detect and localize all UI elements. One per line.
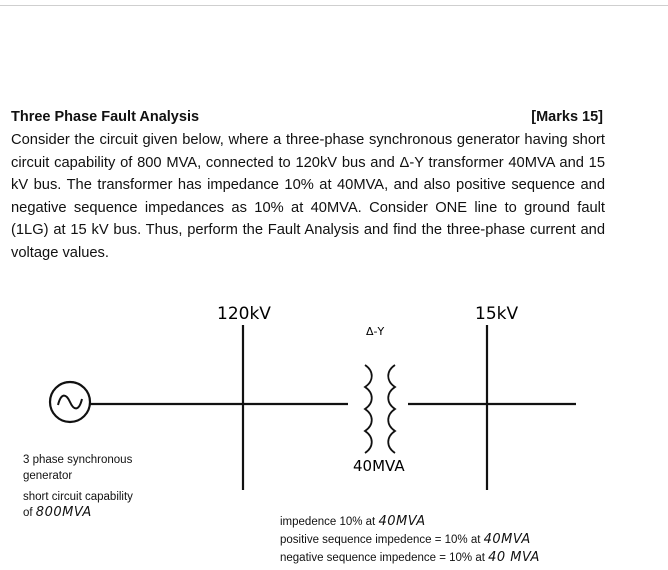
primary-winding [365, 365, 372, 453]
capability-prefix: short circuit capability [23, 491, 133, 503]
transformer-rating-label: 40MVA [353, 457, 405, 475]
impedance-note-text: impedence 10% at [280, 516, 376, 528]
positive-sequence-text: positive sequence impedence = 10% at [280, 534, 481, 546]
bus2-label: 15kV [475, 304, 519, 324]
question-text: Consider the circuit given below, where a three-phase synchronous generator having short circuit capability of 800 MVA, connected to 120kV bus and Δ-Y transformer 40MVA and 15 kV bus. The transformer has impedance 10% at 40MVA, and also positive sequence and negative sequence impedances as 10% at 40MVA. Consider ONE line to ground fault (1LG) at 15 kV bus. Thus, perform the Fault Analysis and find the three-phase current and voltage values. [11, 132, 605, 261]
negative-sequence-value: 40 MVA [488, 550, 540, 565]
negative-sequence-text: negative sequence impedence = 10% at [280, 552, 485, 564]
negative-sequence-note [280, 549, 540, 567]
transformer-type-label: Δ-Y [366, 325, 385, 338]
impedance-note-value: 40MVA [378, 514, 426, 529]
impedance-notes [280, 513, 540, 567]
sine-wave-icon [58, 396, 82, 409]
secondary-winding [388, 365, 395, 453]
impedance-note [280, 513, 540, 531]
capability-value: 800MVA [35, 505, 92, 520]
positive-sequence-note [280, 531, 540, 549]
positive-sequence-value: 40MVA [483, 532, 531, 547]
capability-line [23, 505, 133, 521]
generator-label: 3 phase synchronous generator [23, 454, 133, 482]
capability-label [23, 489, 133, 521]
capability-of: of [23, 507, 33, 519]
marks-label: [Marks 15] [531, 109, 603, 125]
question-title: Three Phase Fault Analysis [11, 109, 200, 125]
bus1-label: 120kV [217, 304, 271, 324]
